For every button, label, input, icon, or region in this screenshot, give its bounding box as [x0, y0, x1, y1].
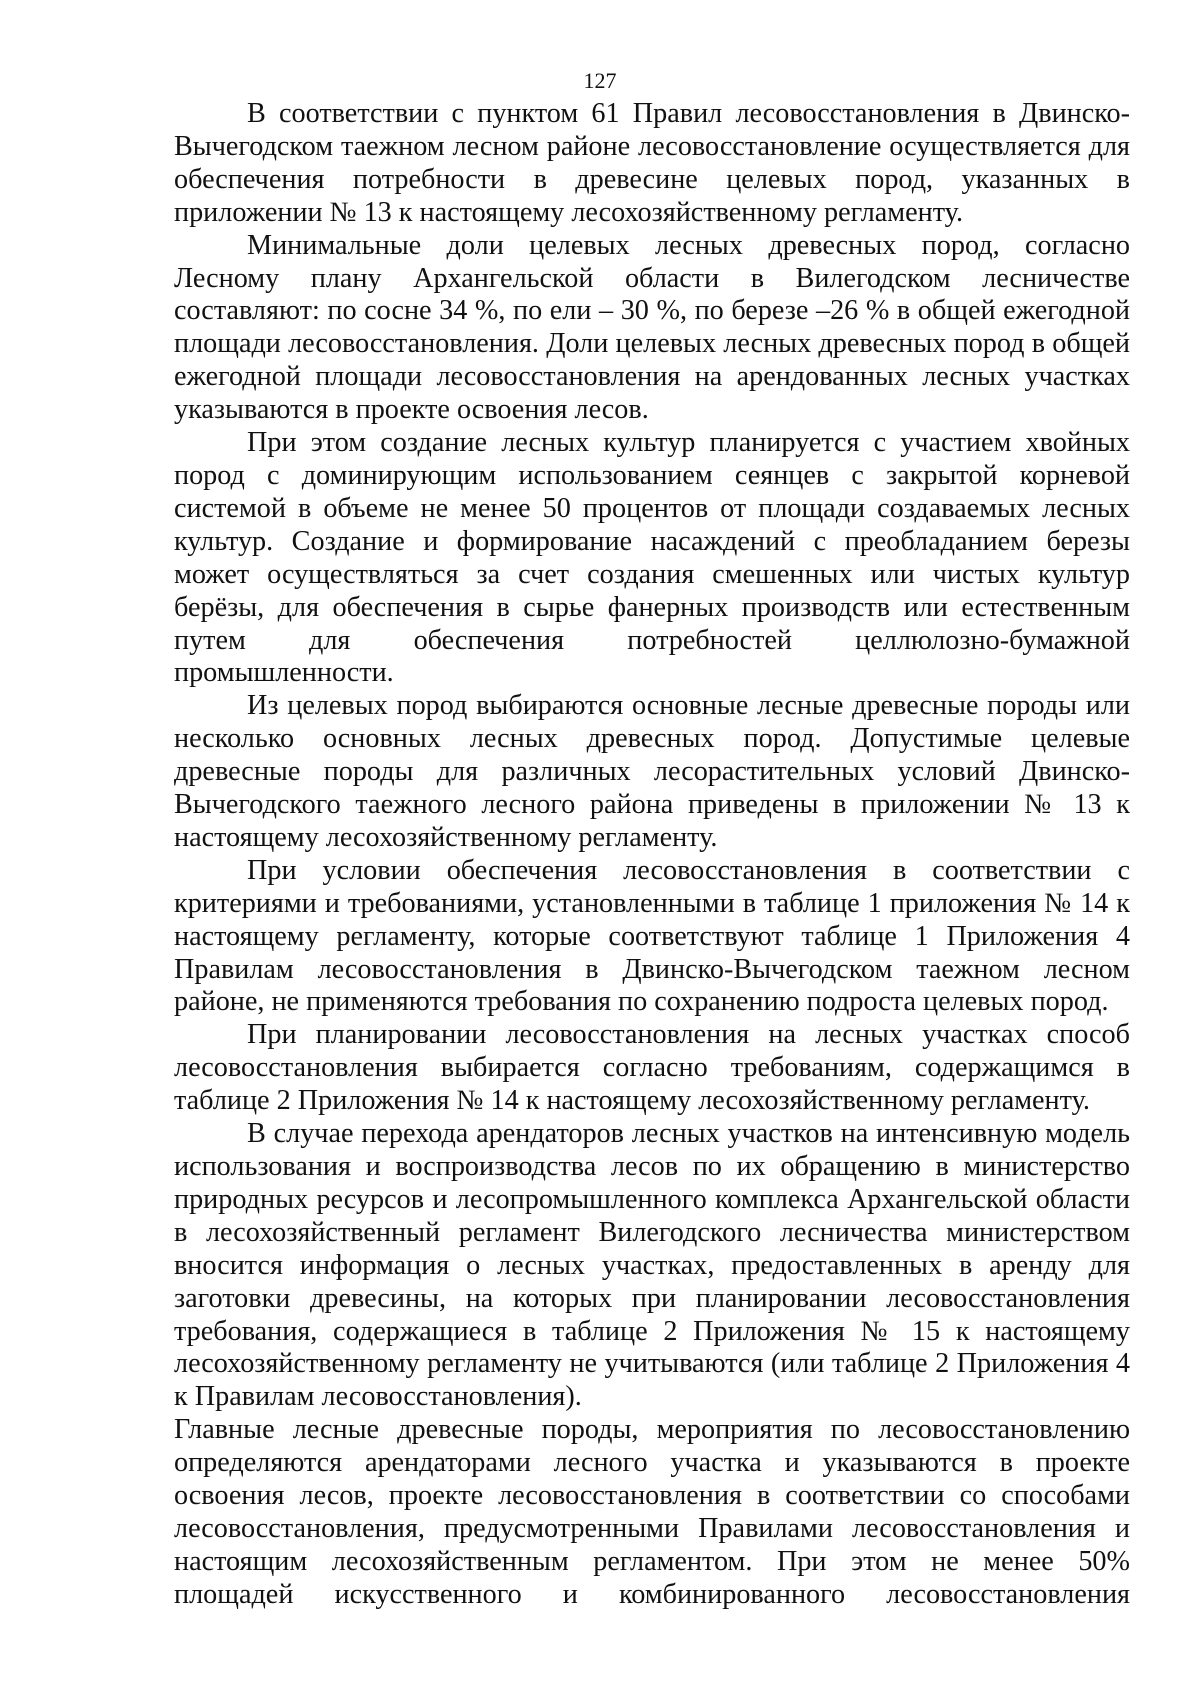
paragraph-method-selection: При планировании лесовосстановления на лесных участках способ лесовосстановления выбирается согласно требованиям, содержащимся в таблице 2 Приложения № 14 к настоящему лесохозяйственному регламенту.	[174, 1019, 1130, 1117]
paragraph-target-species: В соответствии с пунктом 61 Правил лесовосстановления в Двинско-Вычегодском таежном лесном районе лесовосстановление осуществляется для обеспечения потребности в древесине целевых пород, указанных в приложении № 13 к настоящему лесохозяйственному регламенту.	[174, 98, 1130, 228]
paragraph-intensive-model: В случае перехода арендаторов лесных участков на интенсивную модель использования и воспроизводства лесов по их обращению в министерство природных ресурсов и лесопромышленного комплекса Архангельской области в лесохозяйственный регламент Вилегодского лесничества министерством вносится информация о лесных участках, предоставленных в аренду для заготовки древесины, на которых при планировании лесовосстановления требования, содержащиеся в таблице 2 Приложения № 15 к настоящему лесохозяйственному регламенту не учитываются (или таблице 2 Приложения 4 к Правилам лесовосстановления).	[174, 1118, 1130, 1413]
page-number: 127	[583, 68, 617, 93]
paragraph-undergrowth: При условии обеспечения лесовосстановления в соответствии с критериями и требованиями, установленными в таблице 1 приложения № 14 к настоящему регламенту, которые соответствуют таблице 1 Приложения 4 Правилам лесовосстановления в Двинско-Вычегодском таежном лесном районе, не применяются требования по сохранению подроста целевых пород.	[174, 854, 1130, 1018]
document-body	[174, 98, 1130, 1612]
paragraph-forest-crops: При этом создание лесных культур планируется с участием хвойных пород с доминирующим использованием сеянцев с закрытой корневой системой в объеме не менее 50 процентов от площади создаваемых лесных культур. Создание и формирование насаждений с преобладанием березы может осуществляться за счет создания смешенных или чистых культур берёзы, для обеспечения в сырье фанерных производств или естественным путем для обеспечения потребностей целлюлозно-бумажной промышленности.	[174, 427, 1130, 689]
paragraph-minimum-shares: Минимальные доли целевых лесных древесных пород, согласно Лесному плану Архангельской области в Вилегодском лесничестве составляют: по сосне 34 %, по ели – 30 %, по березе –26 % в общей ежегодной площади лесовосстановления. Доли целевых лесных древесных пород в общей ежегодной площади лесовосстановления на арендованных лесных участках указываются в проекте освоения лесов.	[174, 229, 1130, 426]
paragraph-main-species: Главные лесные древесные породы, мероприятия по лесовосстановлению определяются арендаторами лесного участка и указываются в проекте освоения лесов, проекте лесовосстановления в соответствии со способами лесовосстановления, предусмотренными Правилами лесовосстановления и настоящим лесохозяйственным регламентом. При этом не менее 50% площадей искусственного и комбинированного лесовосстановления	[174, 1414, 1130, 1610]
paragraph-species-selection: Из целевых пород выбираются основные лесные древесные породы или несколько основных лесных древесных пород. Допустимые целевые древесные породы для различных лесорастительных условий Двинско-Вычегодского таежного лесного района приведены в приложении № 13 к настоящему лесохозяйственному регламенту.	[174, 690, 1130, 853]
